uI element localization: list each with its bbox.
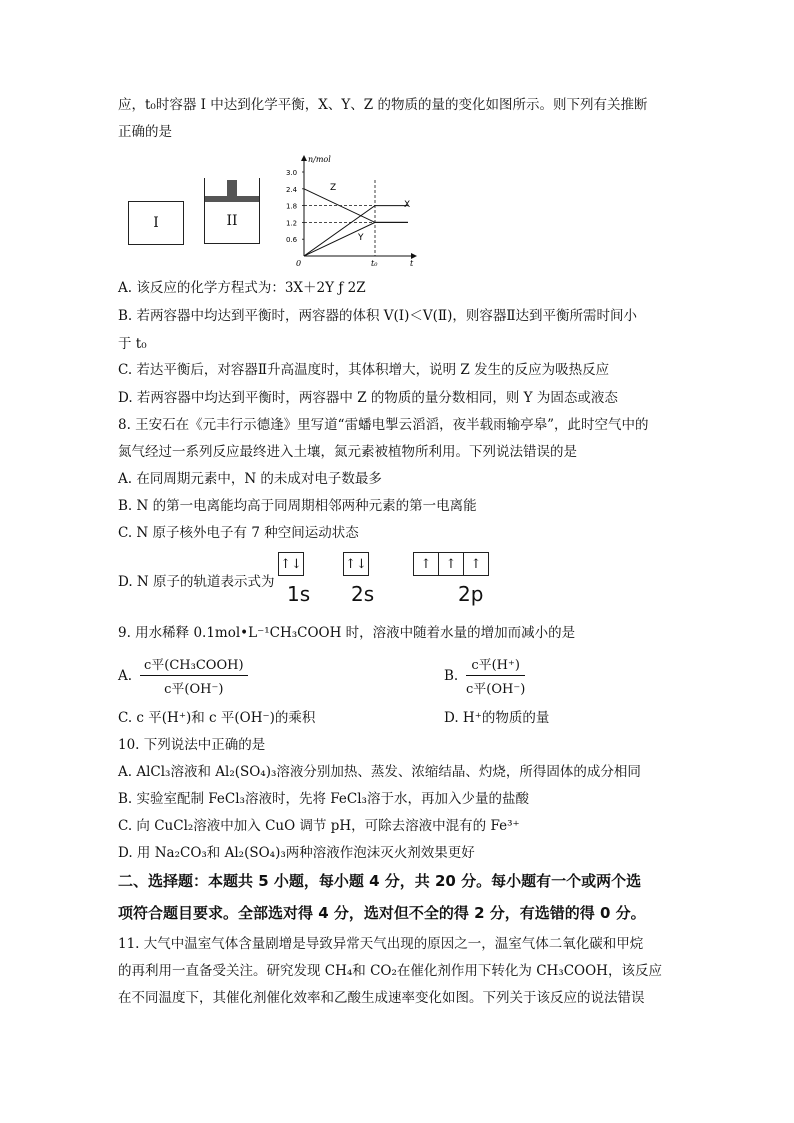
q9-a-numerator: c平(CH₃COOH) — [140, 654, 248, 676]
q7-option-b-line-2: 于 t₀ — [118, 336, 147, 352]
q8-option-b: B. N 的第一电离能均高于同周期相邻两种元素的第一电离能 — [118, 498, 477, 514]
q9-option-a-label: A. — [118, 668, 133, 684]
origin-label: 0 — [296, 259, 302, 268]
orbital-1s-box — [278, 552, 304, 576]
orbital-1s-arrows: ↑↓ — [280, 556, 302, 572]
section-2-heading-line-1: 二、选择题：本题共 5 小题，每小题 4 分，共 20 分。每小题有一个或两个选 — [118, 872, 642, 890]
curve-z-label: Z — [330, 183, 337, 193]
q9-option-b-label: B. — [444, 668, 459, 684]
y-axis-label: n/mol — [308, 155, 331, 164]
q8-option-c: C. N 原子核外电子有 7 种空间运动状态 — [118, 525, 359, 541]
t-axis-label: t — [410, 259, 414, 268]
y-tick-label: 1.8 — [286, 202, 298, 211]
q10-stem: 10. 下列说法中正确的是 — [118, 737, 266, 753]
vessel-2-label: II — [226, 213, 238, 229]
orbital-2p-cell-1: ↑ — [420, 556, 432, 572]
intro-line-2: 正确的是 — [118, 124, 172, 140]
vessel-1 — [128, 201, 184, 245]
q10-option-d: D. 用 Na₂CO₃和 Al₂(SO₄)₃两种溶液作泡沫灭火剂效果更好 — [118, 845, 475, 861]
t0-label: t₀ — [371, 259, 378, 268]
q8-option-a: A. 在同周期元素中，N 的未成对电子数最多 — [118, 471, 382, 487]
intro-line-1: 应，t₀时容器 I 中达到化学平衡，X、Y、Z 的物质的量的变化如图所示。则下列有关推断 — [118, 97, 648, 113]
curve-y-label: Y — [358, 233, 364, 243]
y-tick-label: 3.0 — [286, 169, 298, 177]
q9-a-denominator: c平(OH⁻) — [164, 682, 224, 697]
orbital-2p-cell-3: ↑ — [463, 553, 488, 575]
q9-option-b-fraction — [466, 654, 525, 697]
q8-stem-line-2: 氮气经过一系列反应最终进入土壤，氮元素被植物所利用。下列说法错误的是 — [118, 444, 577, 460]
q11-line-2: 的再利用一直备受关注。研究发现 CH₄和 CO₂在催化剂作用下转化为 CH₃COOH，该反应 — [118, 963, 662, 979]
q9-b-numerator: c平(H⁺) — [466, 654, 525, 676]
orbital-2s-box — [343, 552, 369, 576]
q7-option-d: D. 若两容器中均达到平衡时，两容器中 Z 的物质的量分数相同，则 Y 为固态或液态 — [118, 390, 618, 406]
q9-stem: 9. 用水稀释 0.1mol•L⁻¹CH₃COOH 时，溶液中随着水量的增加而减小的是 — [118, 625, 576, 641]
orbital-2p-box — [413, 552, 489, 576]
q9-b-denominator: c平(OH⁻) — [466, 682, 526, 697]
orbital-2s-label: 2s — [351, 582, 375, 606]
y-tick-label: 2.4 — [286, 185, 298, 194]
orbital-1s-label: 1s — [287, 582, 311, 606]
y-tick-label: 1.2 — [286, 219, 298, 228]
q10-option-b: B. 实验室配制 FeCl₃溶液时，先将 FeCl₃溶于水，再加入少量的盐酸 — [118, 791, 529, 807]
q8-option-d: D. N 原子的轨道表示式为 — [118, 574, 275, 590]
q8-stem-line-1: 8. 王安石在《元丰行示德逢》里写道“雷蟠电掣云滔滔，夜半载雨输亭皋”，此时空气中的 — [118, 417, 649, 433]
piston-rod — [227, 180, 237, 196]
y-tick-label: 0.6 — [286, 236, 298, 245]
q9-option-c: C. c 平(H⁺)和 c 平(OH⁻)的乘积 — [118, 710, 316, 726]
orbital-2p-cell-2: ↑ — [438, 553, 463, 575]
q7-option-a: A. 该反应的化学方程式为：3X＋2Y ƒ 2Z — [118, 280, 366, 296]
piston — [205, 196, 259, 202]
q11-line-3: 在不同温度下，其催化剂催化效率和乙酸生成速率变化如图。下列关于该反应的说法错误 — [118, 990, 645, 1006]
q9-option-a-fraction — [140, 654, 248, 697]
orbital-2s-arrows: ↑↓ — [345, 556, 367, 572]
q9-option-d: D. H⁺的物质的量 — [444, 710, 550, 726]
q10-option-c: C. 向 CuCl₂溶液中加入 CuO 调节 pH，可除去溶液中混有的 Fe³⁺ — [118, 818, 520, 834]
q11-line-1: 11. 大气中温室气体含量剧增是导致异常天气出现的原因之一，温室气体二氧化碳和甲烷 — [118, 936, 644, 952]
amount-time-graph — [282, 150, 422, 270]
section-2-heading-line-2: 项符合题目要求。全部选对得 4 分，选对但不全的得 2 分，有选错的得 0 分。 — [118, 904, 646, 922]
q10-option-a: A. AlCl₃溶液和 Al₂(SO₄)₃溶液分别加热、蒸发、浓缩结晶、灼烧，所得固体的成分相同 — [118, 764, 641, 780]
q7-option-c: C. 若达平衡后，对容器Ⅱ升高温度时，其体积增大，说明 Z 发生的反应为吸热反应 — [118, 362, 610, 378]
curve-x-label: X — [404, 200, 411, 210]
vessel-2 — [204, 178, 260, 244]
q7-option-b-line-1: B. 若两容器中均达到平衡时，两容器的体积 V(Ⅰ)＜V(Ⅱ)，则容器Ⅱ达到平衡所需时间小 — [118, 308, 638, 324]
vessel-1-label: I — [153, 215, 159, 231]
orbital-2p-label: 2p — [458, 582, 484, 606]
curve-y — [304, 222, 408, 256]
